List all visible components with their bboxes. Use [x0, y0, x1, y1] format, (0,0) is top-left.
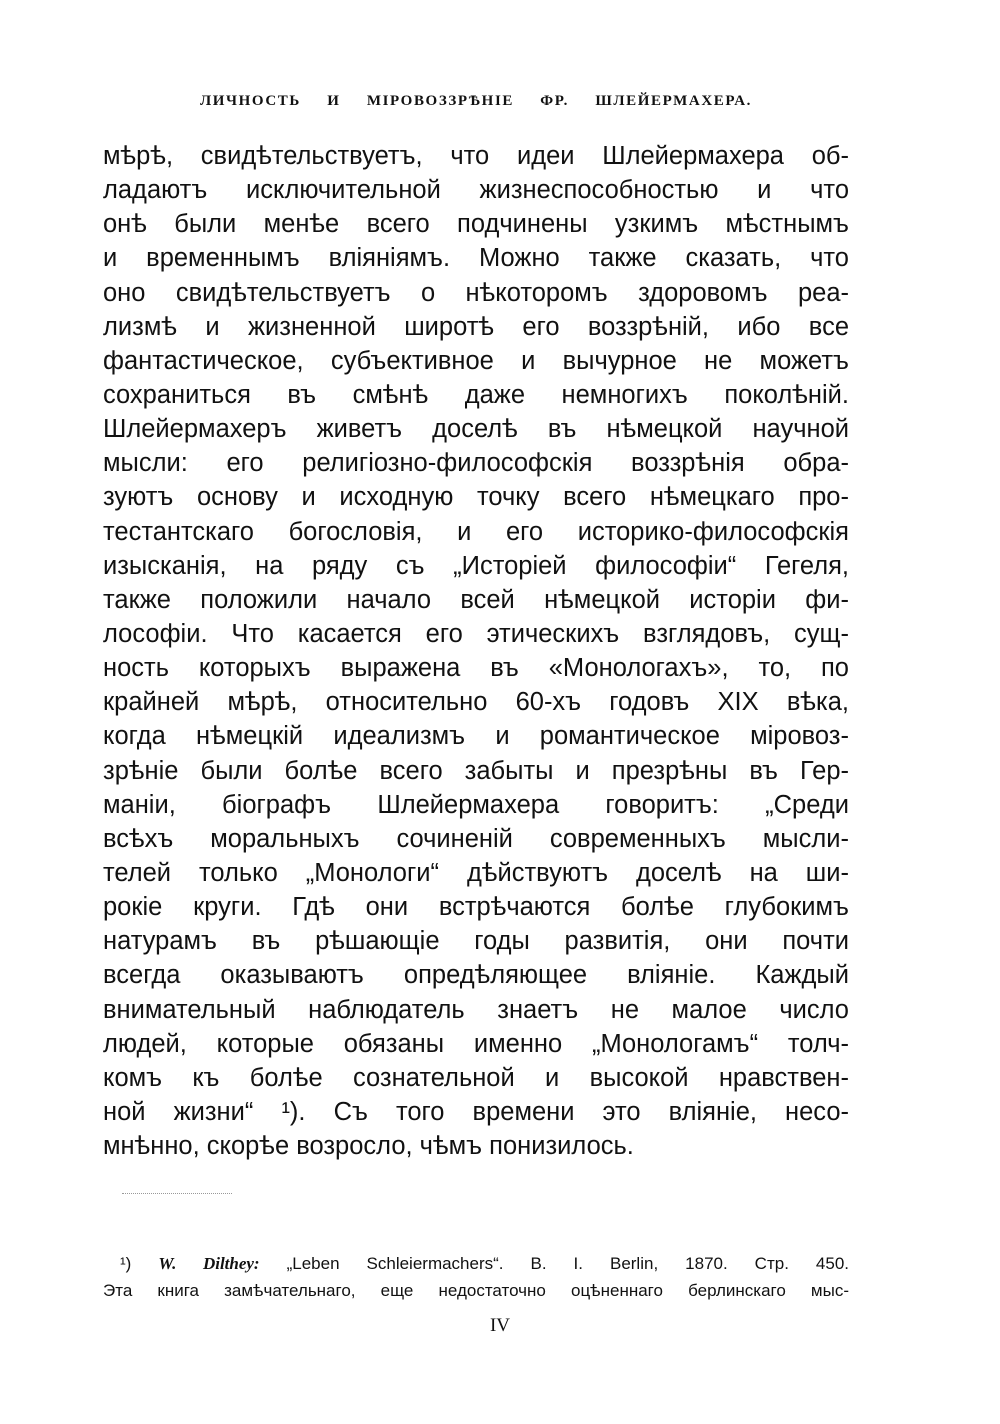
text-line: ладаютъ исключительной жизнеспособностью и что — [103, 176, 849, 205]
text-line: тестантскаго богословія, и его историко-философскія — [103, 517, 849, 546]
text-line: ность которыхъ выражена въ «Монологахъ», то, по — [103, 654, 849, 683]
text-line: зуютъ основу и исходную точку всего нѣмецкаго про- — [103, 483, 849, 512]
text-line: лизмѣ и жизненной широтѣ его воззрѣній, ибо все — [103, 312, 849, 341]
text-line: всегда оказываютъ опредѣляющее вліяніе. Каждый — [103, 961, 849, 990]
footnote-separator — [122, 1193, 232, 1194]
running-header: ЛИЧНОСТЬ И МІРОВОЗЗРѢНІЕ ФР. ШЛЕЙЕРМАХЕРА. — [200, 93, 752, 109]
text-line: внимательный наблюдатель знаетъ не малое число — [103, 995, 849, 1024]
text-line: людей, которые обязаны именно „Монологамъ“ толч- — [103, 1029, 849, 1058]
text-line: всѣхъ моральныхъ сочиненій современныхъ мысли- — [103, 824, 849, 853]
footnote-line-2: Эта книга замѣчательнаго, еще недостаточно оцѣненнаго берлинскаго мыс- — [103, 1281, 849, 1300]
text-line: натурамъ въ рѣшающіе годы развитія, они почти — [103, 927, 849, 956]
text-line: телей только „Монологи“ дѣйствуютъ доселѣ на ши- — [103, 858, 849, 887]
text-line: мысли: его религіозно-философскія воззрѣнія обра- — [103, 449, 849, 478]
text-line: мнѣнно, скорѣе возросло, чѣмъ понизилось. — [103, 1132, 634, 1161]
text-line: оно свидѣтельствуетъ о нѣкоторомъ здоровомъ реа- — [103, 278, 849, 307]
text-line: когда нѣмецкій идеализмъ и романтическое міровоз- — [103, 722, 849, 751]
text-line: онѣ были менѣе всего подчинены узкимъ мѣстнымъ — [103, 210, 849, 239]
text-line: рокіе круги. Гдѣ они встрѣчаются болѣе глубокимъ — [103, 893, 849, 922]
footnotes — [103, 1250, 849, 1304]
text-line: комъ къ болѣе сознательной и высокой нравствен- — [103, 1063, 849, 1092]
footnote-line-1 — [103, 1250, 849, 1277]
text-line: мѣрѣ, свидѣтельствуетъ, что идеи Шлейермахера об- — [103, 142, 849, 170]
text-line: крайней мѣрѣ, относительно 60-хъ годовъ XIX вѣка, — [103, 688, 849, 717]
text-line: изысканія, на ряду съ „Исторіей философіи“ Гегеля, — [103, 551, 849, 580]
text-line: маніи, біографъ Шлейермахера говоритъ: „Среди — [103, 790, 849, 819]
text-line: фантастическое, субъективное и вычурное не можетъ — [103, 346, 849, 375]
text-line: Шлейермахеръ живетъ доселѣ въ нѣмецкой научной — [103, 415, 849, 444]
text-line: и временнымъ вліяніямъ. Можно также сказать, что — [103, 244, 849, 273]
footnote-marker: ¹) — [120, 1254, 132, 1273]
footnote-author: W. Dilthey: — [158, 1254, 260, 1273]
text-line: также положили начало всей нѣмецкой исторіи фи- — [103, 585, 849, 614]
text-line: ной жизни“ ¹). Съ того времени это вліяніе, несо- — [103, 1097, 849, 1126]
text-line: сохраниться въ смѣнѣ даже немногихъ поколѣній. — [103, 380, 849, 409]
text-line: лософіи. Что касается его этическихъ взглядовъ, сущ- — [103, 619, 849, 648]
footnote-citation: „Leben Schleiermachers“. B. I. Berlin, 1870. Стр. 450. — [286, 1254, 849, 1273]
main-text — [103, 139, 849, 1163]
text-line: зрѣніе были болѣе всего забыты и презрѣны въ Гер- — [103, 756, 849, 785]
page-number: IV — [489, 1315, 511, 1336]
